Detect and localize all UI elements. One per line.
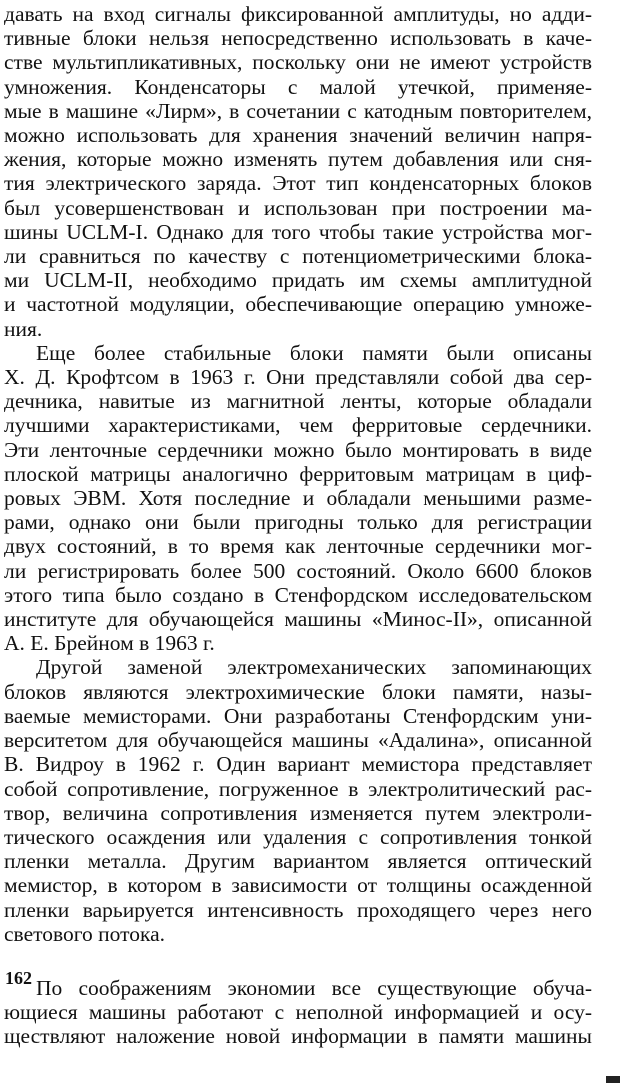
- scan-edge-mark: [606, 1076, 620, 1083]
- text-line: был усовершенствован и использован при построении ма-: [4, 195, 592, 220]
- paragraph-4: [4, 976, 592, 1049]
- text-line: пленки варьируется интенсивность проходящего через него: [4, 897, 592, 922]
- text-line: ществляют наложение новой информации в памяти машины: [4, 1024, 592, 1049]
- text-line: стве мультипликативных, поскольку они не имеют устройств: [4, 50, 592, 75]
- text-line: верситетом для обучающейся машины «Адалина», описанной: [4, 728, 592, 753]
- text-line: Х. Д. Крофтсом в 1963 г. Они представляли собой два сер-: [4, 365, 592, 390]
- text-line: мые в машине «Лирм», в сочетании с катодным повторителем,: [4, 98, 592, 123]
- page-number: 162: [5, 968, 32, 988]
- text-line: В. Видроу в 1962 г. Один вариант мемистора представляет: [4, 752, 592, 777]
- text-line: ми UCLM-II, необходимо придать им схемы амплитудной: [4, 268, 592, 293]
- text-line: тического осаждения или удаления с сопротивления тонкой: [4, 824, 592, 849]
- text-line: рами, однако они были пригодны только для регистрации: [4, 510, 592, 535]
- text-line: ли регистрировать более 500 состояний. Около 6600 блоков: [4, 558, 592, 583]
- paragraph-1: [4, 2, 592, 341]
- text-line: можно использовать для хранения значений величин напря-: [4, 123, 592, 148]
- text-line: ровых ЭВМ. Хотя последние и обладали меньшими разме-: [4, 486, 592, 511]
- text-line: ющиеся машины работают с неполной информацией и осу-: [4, 1000, 592, 1025]
- text-line: и частотной модуляции, обеспечивающие операцию умноже-: [4, 292, 592, 317]
- text-line: плоской матрицы аналогично ферритовым матрицам в циф-: [4, 461, 592, 486]
- text-line: Еще более стабильные блоки памяти были описаны: [36, 340, 592, 365]
- text-line: собой сопротивление, погруженное в электролитический рас-: [4, 776, 592, 801]
- text-line: Эти ленточные сердечники можно было монтировать в виде: [4, 437, 592, 462]
- text-line: институте для обучающейся машины «Минос-II», описанной: [4, 607, 592, 632]
- text-line: твор, величина сопротивления изменяется путем электроли-: [4, 800, 592, 825]
- text-line: тивные блоки нельзя непосредственно использовать в каче-: [4, 26, 592, 51]
- text-line: дечника, навитые из магнитной ленты, которые обладали: [4, 389, 592, 414]
- text-line: умножения. Конденсаторы с малой утечкой, применяе-: [4, 74, 592, 99]
- text-line: Другой заменой электромеханических запоминающих: [36, 655, 592, 680]
- text-line: мемистор, в котором в зависимости от толщины осажденной: [4, 873, 592, 898]
- paragraph-2: [4, 341, 592, 656]
- book-page: [4, 2, 592, 1049]
- text-line: лучшими характеристиками, чем ферритовые сердечники.: [4, 413, 592, 438]
- paragraph-gap: [4, 946, 592, 976]
- text-line: давать на вход сигналы фиксированной амплитуды, но адди-: [4, 2, 592, 26]
- text-line: А. Е. Брейном в 1963 г.: [4, 631, 215, 656]
- text-line: шины UCLM-I. Однако для того чтобы такие устройства мог-: [4, 219, 592, 244]
- text-line: ваемые мемисторами. Они разработаны Стенфордским уни-: [4, 703, 592, 728]
- text-line: блоков являются электрохимические блоки памяти, назы-: [4, 679, 592, 704]
- text-line: жения, которые можно изменять путем добавления или сня-: [4, 147, 592, 172]
- text-line: двух состояний, в то время как ленточные сердечники мог-: [4, 534, 592, 559]
- text-line: этого типа было создано в Стенфордском исследовательском: [4, 582, 592, 607]
- text-line: ли сравниться по качеству с потенциометрическими блока-: [4, 244, 592, 269]
- text-line: ния.: [4, 316, 43, 341]
- text-line: светового потока.: [4, 921, 166, 946]
- text-line: По соображениям экономии все существующие обуча-: [36, 975, 592, 1000]
- text-line: тия электрического заряда. Этот тип конденсаторных блоков: [4, 171, 592, 196]
- paragraph-3: [4, 655, 592, 945]
- text-line: пленки металла. Другим вариантом является оптический: [4, 849, 592, 874]
